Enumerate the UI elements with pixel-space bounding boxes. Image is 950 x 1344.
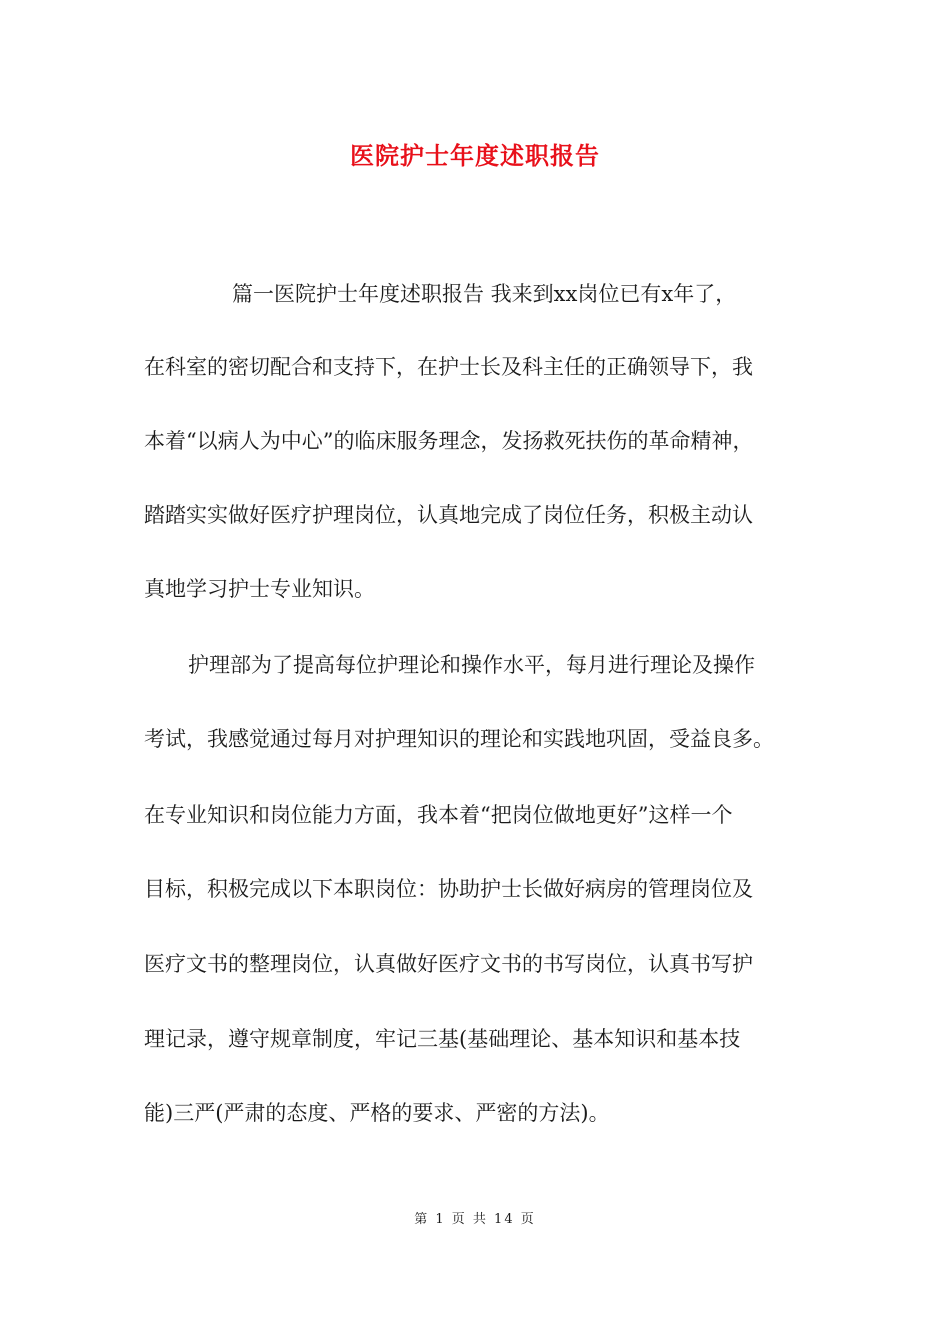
paragraph-line: 护理部为了提高每位护理论和操作水平，每月进行理论及操作 (188, 653, 755, 677)
paragraph-line: 真地学习护士专业知识。 (144, 577, 375, 601)
paragraph-line: 考试，我感觉通过每月对护理知识的理论和实践地巩固，受益良多。 (144, 727, 774, 751)
document-title: 医院护士年度述职报告 (350, 141, 600, 170)
paragraph-line: 篇一医院护士年度述职报告 我来到xx岗位已有x年了， (232, 282, 737, 306)
paragraph-line: 本着“以病人为中心”的临床服务理念，发扬救死扶伤的革命精神， (144, 429, 754, 453)
paragraph-line: 目标，积极完成以下本职岗位：协助护士长做好病房的管理岗位及 (144, 877, 753, 901)
paragraph-line: 在专业知识和岗位能力方面，我本着“把岗位做地更好”这样一个 (144, 803, 733, 827)
paragraph-line: 在科室的密切配合和支持下，在护士长及科主任的正确领导下，我 (144, 355, 753, 379)
page-footer: 第 1 页 共 14 页 (414, 1212, 536, 1227)
paragraph-line: 医疗文书的整理岗位，认真做好医疗文书的书写岗位，认真书写护 (144, 952, 753, 976)
paragraph-line: 能)三严(严肃的态度、严格的要求、严密的方法)。 (144, 1101, 610, 1125)
paragraph-line: 理记录，遵守规章制度，牢记三基(基础理论、基本知识和基本技 (144, 1027, 741, 1051)
paragraph-line: 踏踏实实做好医疗护理岗位，认真地完成了岗位任务，积极主动认 (144, 503, 753, 527)
